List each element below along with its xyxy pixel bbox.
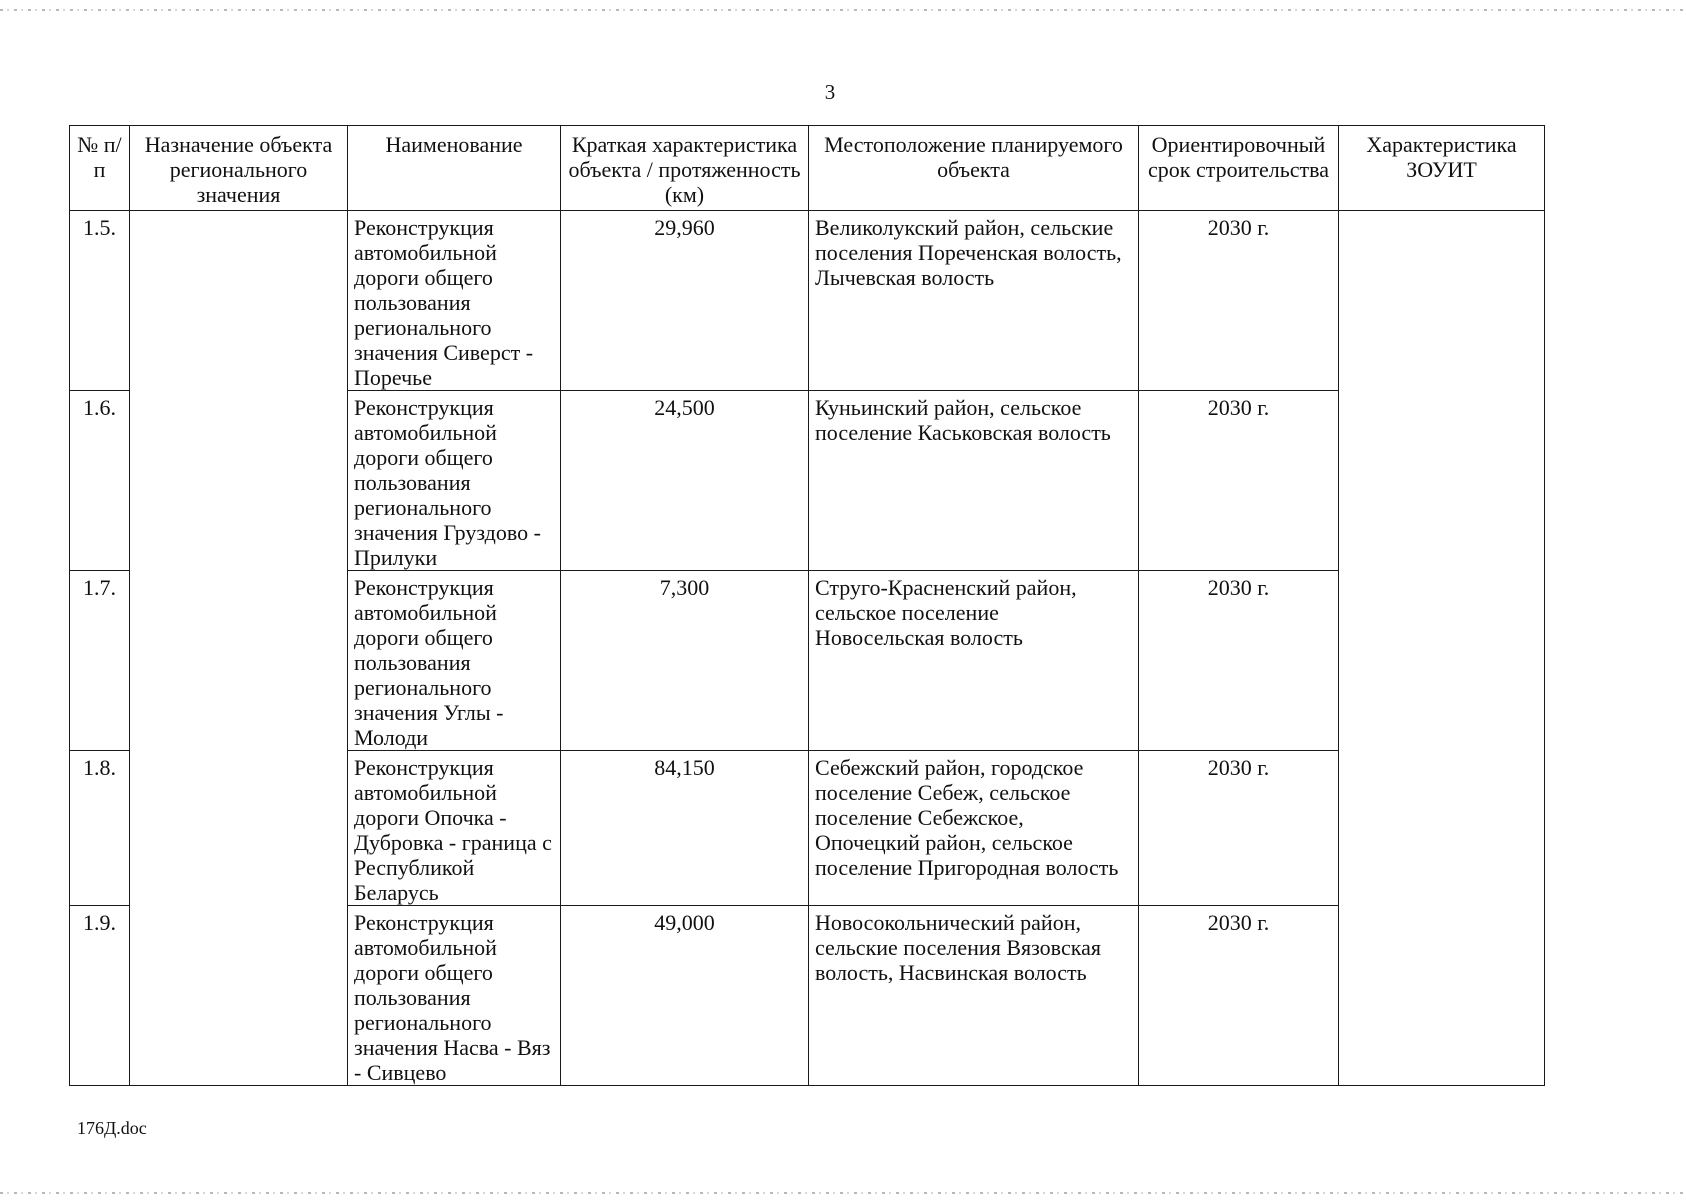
table-row [70, 211, 1545, 391]
construction-term: 2030 г. [1139, 906, 1339, 1086]
object-length: 24,500 [561, 391, 809, 571]
object-length: 84,150 [561, 751, 809, 906]
header-term: Ориентировочный срок строительства [1139, 126, 1339, 211]
row-number: 1.9. [70, 906, 130, 1086]
object-location: Куньинский район, сельское поселение Каськовская волость [809, 391, 1139, 571]
row-number: 1.8. [70, 751, 130, 906]
table-header-row [70, 126, 1545, 211]
object-length: 49,000 [561, 906, 809, 1086]
scan-edge-top [0, 9, 1686, 11]
header-zouit: Характеристика ЗОУИТ [1339, 126, 1545, 211]
page-number: 3 [824, 80, 836, 104]
purpose-cell [130, 211, 348, 1086]
object-name: Реконструкция автомобильной дороги общего пользования регионального значения Насва - Вяз - Сивцево [348, 906, 561, 1086]
header-location: Местоположение планируемого объекта [809, 126, 1139, 211]
row-number: 1.6. [70, 391, 130, 571]
row-number: 1.7. [70, 571, 130, 751]
object-name: Реконструкция автомобильной дороги общего пользования регионального значения Сиверст - Поречье [348, 211, 561, 391]
header-characteristic: Краткая характеристика объекта / протяженность (км) [561, 126, 809, 211]
scan-edge-bottom [0, 1192, 1686, 1194]
object-length: 7,300 [561, 571, 809, 751]
header-number: № п/п [70, 126, 130, 211]
object-location: Новосокольнический район, сельские поселения Вязовская волость, Насвинская волость [809, 906, 1139, 1086]
object-name: Реконструкция автомобильной дороги общего пользования регионального значения Углы - Молоди [348, 571, 561, 751]
footer-filename: 176Д.doc [77, 1118, 147, 1138]
zouit-cell [1339, 211, 1545, 1086]
row-number: 1.5. [70, 211, 130, 391]
object-location: Себежский район, городское поселение Себеж, сельское поселение Себежское, Опочецкий район, сельское поселение Пригородная волость [809, 751, 1139, 906]
object-name: Реконструкция автомобильной дороги общего пользования регионального значения Груздово - Прилуки [348, 391, 561, 571]
object-location: Великолукский район, сельские поселения Пореченская волость, Лычевская волость [809, 211, 1139, 391]
header-name: Наименование [348, 126, 561, 211]
construction-term: 2030 г. [1139, 751, 1339, 906]
header-purpose: Назначение объекта регионального значения [130, 126, 348, 211]
object-location: Струго-Красненский район, сельское поселение Новосельская волость [809, 571, 1139, 751]
roads-table [69, 125, 1545, 1086]
object-name: Реконструкция автомобильной дороги Опочка - Дубровка - граница с Республикой Беларусь [348, 751, 561, 906]
object-length: 29,960 [561, 211, 809, 391]
construction-term: 2030 г. [1139, 571, 1339, 751]
construction-term: 2030 г. [1139, 391, 1339, 571]
construction-term: 2030 г. [1139, 211, 1339, 391]
